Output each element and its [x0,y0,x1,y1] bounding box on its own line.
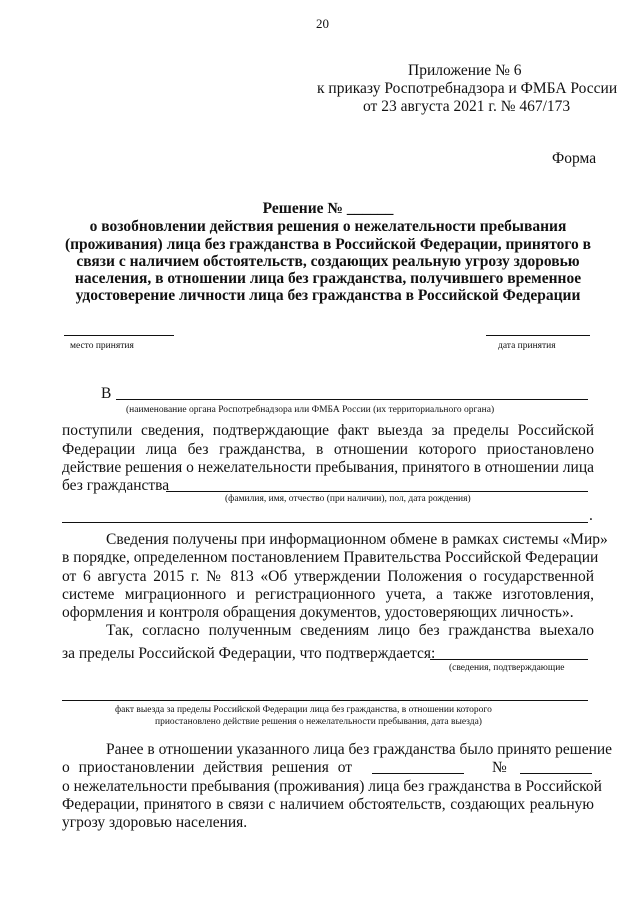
organ-field-line[interactable] [116,399,588,400]
organ-caption: (наименование органа Роспотребнадзора или ФМБА России (их территориального органа) [126,405,495,415]
appendix-date: от 23 августа 2021 г. № 467/173 [363,98,571,115]
appendix-title: Приложение № 6 [408,62,522,79]
place-caption: место принятия [70,341,134,351]
date-caption: дата принятия [498,341,556,351]
confirmation-caption-1: (сведения, подтверждающие [449,663,565,673]
decision-subtitle-1: о возобновлении действия решения о нежелательности пребывания [89,218,567,235]
para3-line1: Так, согласно полученным сведениям лицо без гражданства выехало [106,622,594,639]
confirmation-field-line-2[interactable] [62,700,588,701]
para2-line5: оформления и контроля обращения документов, удостоверяющих личность». [62,604,574,621]
para1-line2: Федерации лица без гражданства, в отношении которого приостановлено [62,441,594,458]
para2-line4: системе миграционного и регистрационного учета, а также изготовления, [62,586,594,603]
organ-prefix: В [101,385,112,402]
person-field-line-2[interactable] [62,522,588,523]
person-caption: (фамилия, имя, отчество (при наличии), пол, дата рождения) [225,494,471,504]
para2-line3: от 6 августа 2015 г. № 813 «Об утверждении Положения о государственной [62,568,594,585]
decision-subtitle-5: удостоверение личности лица без гражданства в Российской Федерации [75,287,581,304]
confirmation-caption-2: факт выезда за пределы Российской Федерации лица без гражданства, в отношении которого [115,705,492,715]
para4-line2a: о приостановлении действия решения от [62,759,353,776]
date-field-line[interactable] [486,335,590,336]
decision-subtitle-4: населения, в отношении лица без гражданства, получившего временное [74,270,582,287]
appendix-order: к приказу Роспотребнадзора и ФМБА России [317,80,618,97]
para1-line4: без гражданства [62,477,170,494]
prior-decision-number-sign: № [492,759,507,776]
para4-line4: Федерации, принятого в связи с наличием обстоятельств, создающих реальную [62,796,594,813]
decision-title: Решение № ______ [262,200,394,217]
page-number: 20 [316,16,329,31]
decision-subtitle-2: (проживания) лица без гражданства в Российской Федерации, принятого в [64,236,592,253]
confirmation-caption-3: приостановлено действие решения о нежелательности пребывания, дата выезда) [155,717,482,727]
place-field-line[interactable] [64,335,174,336]
para4-line3: о нежелательности пребывания (проживания) лица без гражданства в Российской [62,778,602,795]
para1-line1: поступили сведения, подтверждающие факт выезда за пределы Российской [62,422,594,439]
person-field-line[interactable] [166,491,588,492]
para4-line5: угрозу здоровью населения. [62,814,248,831]
para1-line3: действие решения о нежелательности пребывания, принятого в отношении лица [62,459,594,476]
prior-decision-number-line[interactable] [520,773,592,774]
form-label: Форма [552,150,597,167]
prior-decision-date-line[interactable] [372,773,464,774]
decision-subtitle-3: связи с наличием обстоятельств, создающих реальную угрозу здоровью [76,253,580,270]
para2-line2: в порядке, определенном постановлением Правительства Российской Федерации [62,549,599,566]
para2-line1: Сведения получены при информационном обмене в рамках системы «Мир» [106,531,608,548]
para3-line2: за пределы Российской Федерации, что подтверждается: [62,645,436,662]
confirmation-field-line[interactable] [430,659,588,660]
para4-line1: Ранее в отношении указанного лица без гражданства было принято решение [106,741,613,758]
person-field-end: . [589,507,593,524]
